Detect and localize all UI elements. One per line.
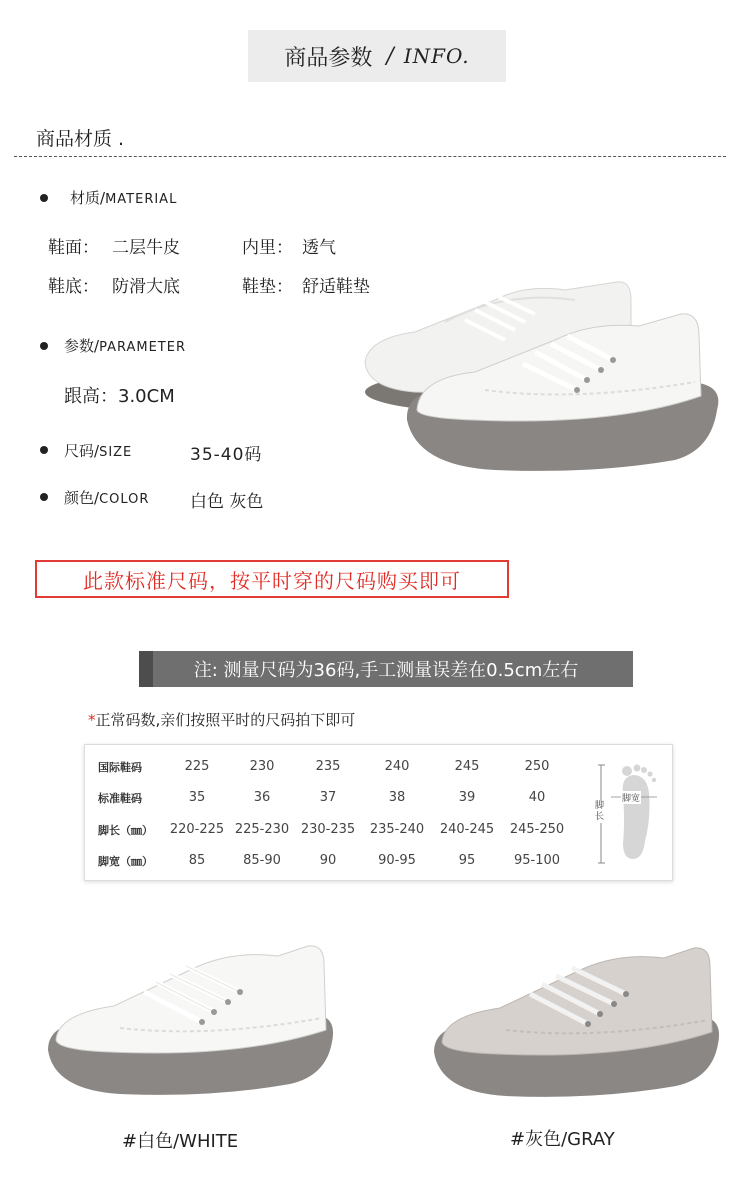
size-notice: 此款标准尺码，按平时穿的尺码购买即可 — [35, 560, 509, 598]
upper-label: 鞋面： — [48, 238, 99, 258]
size-tip-text: 正常码数,亲们按照平时的尺码拍下即可 — [95, 711, 356, 729]
bullet-icon — [40, 342, 48, 350]
bullet-icon — [40, 194, 48, 202]
table-cell: 90-95 — [378, 853, 416, 868]
sole-value: 防滑大底 — [112, 277, 180, 297]
table-cell: 36 — [253, 790, 271, 805]
table-row — [85, 790, 595, 810]
heel-height: 跟高：3.0CM — [64, 386, 175, 407]
foot-length-label: 脚长 — [595, 801, 607, 823]
shoe-pair-image — [355, 270, 727, 480]
row-header: 脚宽（㎜） — [98, 855, 153, 868]
header-title-cn: 商品参数 — [284, 45, 373, 71]
table-cell: 40 — [528, 790, 546, 805]
table-cell: 220-225 — [169, 822, 225, 837]
gray-shoe-image — [428, 940, 728, 1105]
table-cell: 90 — [319, 853, 337, 868]
material-label-en: MATERIAL — [105, 192, 178, 207]
row-header: 国际鞋码 — [98, 761, 142, 774]
table-cell: 35 — [188, 790, 206, 805]
table-cell: 38 — [388, 790, 406, 805]
size-label-en: SIZE — [99, 445, 133, 460]
size-tip — [88, 709, 355, 730]
material-label — [70, 187, 177, 208]
parameter-label — [64, 335, 186, 356]
color-label — [64, 487, 149, 508]
table-cell: 230 — [249, 759, 275, 774]
white-shoe-image — [40, 930, 340, 1100]
header-title-en: INFO. — [403, 44, 470, 68]
sole-label: 鞋底： — [48, 277, 99, 297]
parameter-label-en: PARAMETER — [99, 340, 186, 355]
dashed-divider — [14, 156, 726, 157]
table-cell: 225 — [184, 759, 210, 774]
lining-label: 内里： — [242, 238, 293, 258]
foot-width-label: 脚宽 — [621, 791, 641, 804]
color-label-en: COLOR — [99, 492, 150, 507]
asterisk-icon: * — [88, 711, 96, 729]
white-caption: #白色/WHITE — [122, 1131, 239, 1152]
size-value: 35-40码 — [190, 445, 263, 465]
section-title: 商品材质 . — [36, 128, 125, 150]
table-row — [85, 853, 595, 873]
table-row — [85, 759, 595, 779]
bullet-icon — [40, 446, 48, 454]
table-cell: 235 — [315, 759, 341, 774]
table-cell: 39 — [458, 790, 476, 805]
table-cell: 245 — [454, 759, 480, 774]
table-cell: 240-245 — [439, 822, 495, 837]
bullet-icon — [40, 493, 48, 501]
color-value: 白色 灰色 — [190, 492, 264, 512]
table-cell: 37 — [319, 790, 337, 805]
gray-caption: #灰色/GRAY — [510, 1129, 615, 1150]
table-row — [85, 822, 595, 842]
foot-diagram — [597, 763, 667, 867]
insole-label: 鞋垫： — [242, 277, 293, 297]
parameter-label-cn: 参数/ — [64, 337, 100, 355]
measurement-note: 注: 测量尺码为36码,手工测量误差在0.5cm左右 — [139, 651, 633, 687]
insole-value: 舒适鞋垫 — [302, 277, 370, 297]
size-table — [84, 744, 673, 881]
table-cell: 85-90 — [243, 853, 281, 868]
table-cell: 230-235 — [300, 822, 356, 837]
table-cell: 85 — [188, 853, 206, 868]
material-label-cn: 材质/ — [70, 189, 106, 207]
header-separator: / — [386, 43, 394, 69]
size-label — [64, 440, 132, 461]
lining-value: 透气 — [302, 238, 336, 258]
table-cell: 95-100 — [513, 853, 561, 868]
table-cell: 95 — [458, 853, 476, 868]
table-cell: 235-240 — [369, 822, 425, 837]
size-label-cn: 尺码/ — [64, 442, 100, 460]
row-header: 脚长（㎜） — [98, 824, 153, 837]
info-header — [248, 30, 506, 82]
color-label-cn: 颜色/ — [64, 489, 100, 507]
row-header: 标准鞋码 — [98, 792, 142, 805]
table-cell: 245-250 — [509, 822, 565, 837]
table-cell: 250 — [524, 759, 550, 774]
upper-value: 二层牛皮 — [112, 238, 180, 258]
foot-icon — [597, 763, 667, 867]
table-cell: 240 — [384, 759, 410, 774]
table-cell: 225-230 — [234, 822, 290, 837]
